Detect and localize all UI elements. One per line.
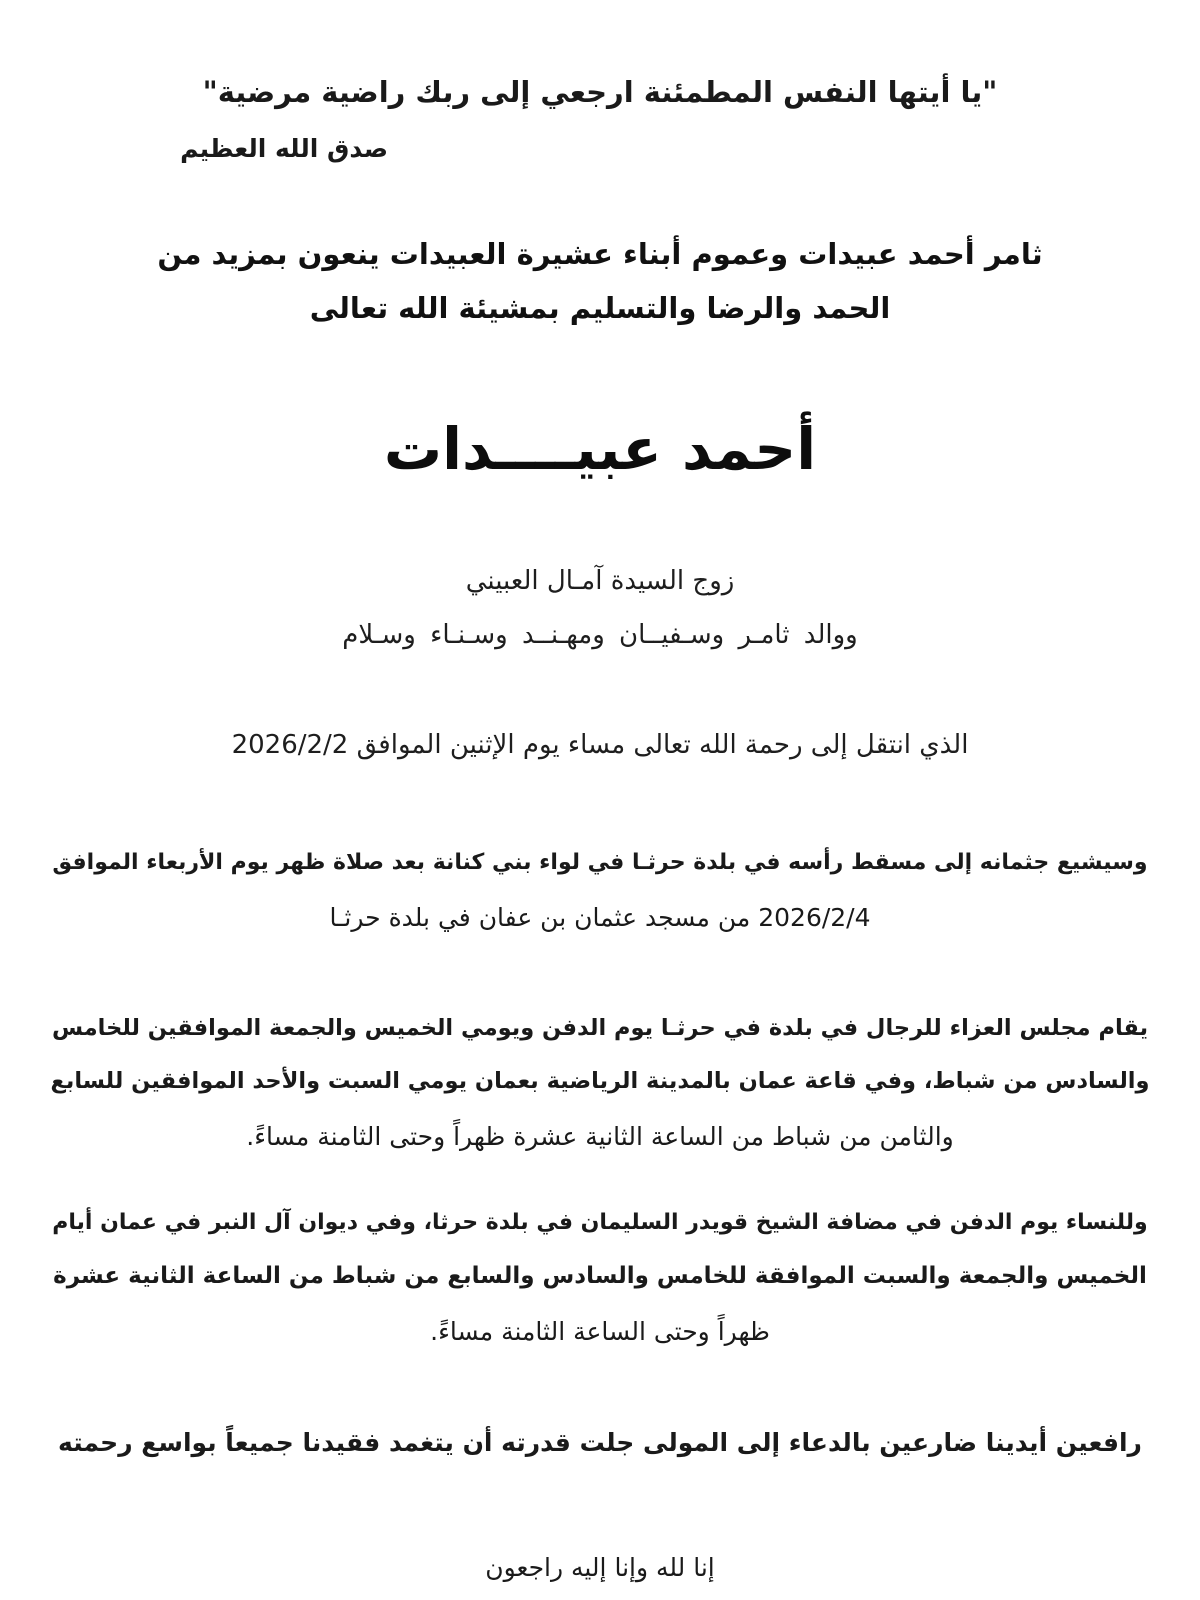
verse-attribution: صدق الله العظيم	[180, 134, 388, 163]
women-condolence-line-3: ظهراً وحتى الساعة الثامنة مساءً.	[430, 1317, 770, 1346]
announcement-line-1: ثامر أحمد عبيدات وعموم أبناء عشيرة العبيدات ينعون بمزيد من	[157, 237, 1043, 271]
funeral-line-1: وسيشيع جثمانه إلى مسقط رأسه في بلدة حرثـا في لواء بني كنانة بعد صلاة ظهر يوم الأربعاء الموافق	[52, 850, 1148, 875]
women-condolence-line-1: وللنساء يوم الدفن في مضافة الشيخ قويدر السليمان في بلدة حرثا، وفي ديوان آل النبر في عمان أيام	[52, 1210, 1148, 1235]
quran-verse: "يا أيتها النفس المطمئنة ارجعي إلى ربك راضية مرضية"	[202, 75, 998, 109]
passing-date-line: الذي انتقل إلى رحمة الله تعالى مساء يوم الإثنين الموافق 2026/2/2	[231, 730, 969, 760]
women-condolence-line-2: الخميس والجمعة والسبت الموافقة للخامس والسادس والسابع من شباط من الساعة الثانية عشرة	[53, 1263, 1147, 1289]
spouse-line: زوج السيدة آمـال العبيني	[465, 566, 735, 596]
closing-phrase: إنا لله وإنا إليه راجعون	[485, 1553, 715, 1582]
deceased-name: أحمد عبيــــدات	[383, 415, 817, 483]
men-condolence-line-3: والثامن من شباط من الساعة الثانية عشرة ظهراً وحتى الثامنة مساءً.	[246, 1122, 954, 1151]
children-line: ووالد ثامـر وسـفيــان ومهـنــد وسـنـاء وسـلام	[342, 620, 858, 650]
funeral-line-2: 2026/2/4 من مسجد عثمان بن عفان في بلدة حرثـا	[329, 903, 871, 932]
prayer-line: رافعين أيدينا ضارعين بالدعاء إلى المولى جلت قدرته أن يتغمد فقيدنا جميعاً بواسع رحمته	[58, 1428, 1142, 1457]
announcement-line-2: الحمد والرضا والتسليم بمشيئة الله تعالى	[309, 291, 891, 325]
men-condolence-line-2: والسادس من شباط، وفي قاعة عمان بالمدينة الرياضية بعمان يومي السبت والأحد الموافقين للسابع	[50, 1068, 1150, 1094]
men-condolence-line-1: يقام مجلس العزاء للرجال في بلدة في حرثـا يوم الدفن ويومي الخميس والجمعة الموافقين للخامس	[51, 1015, 1149, 1041]
